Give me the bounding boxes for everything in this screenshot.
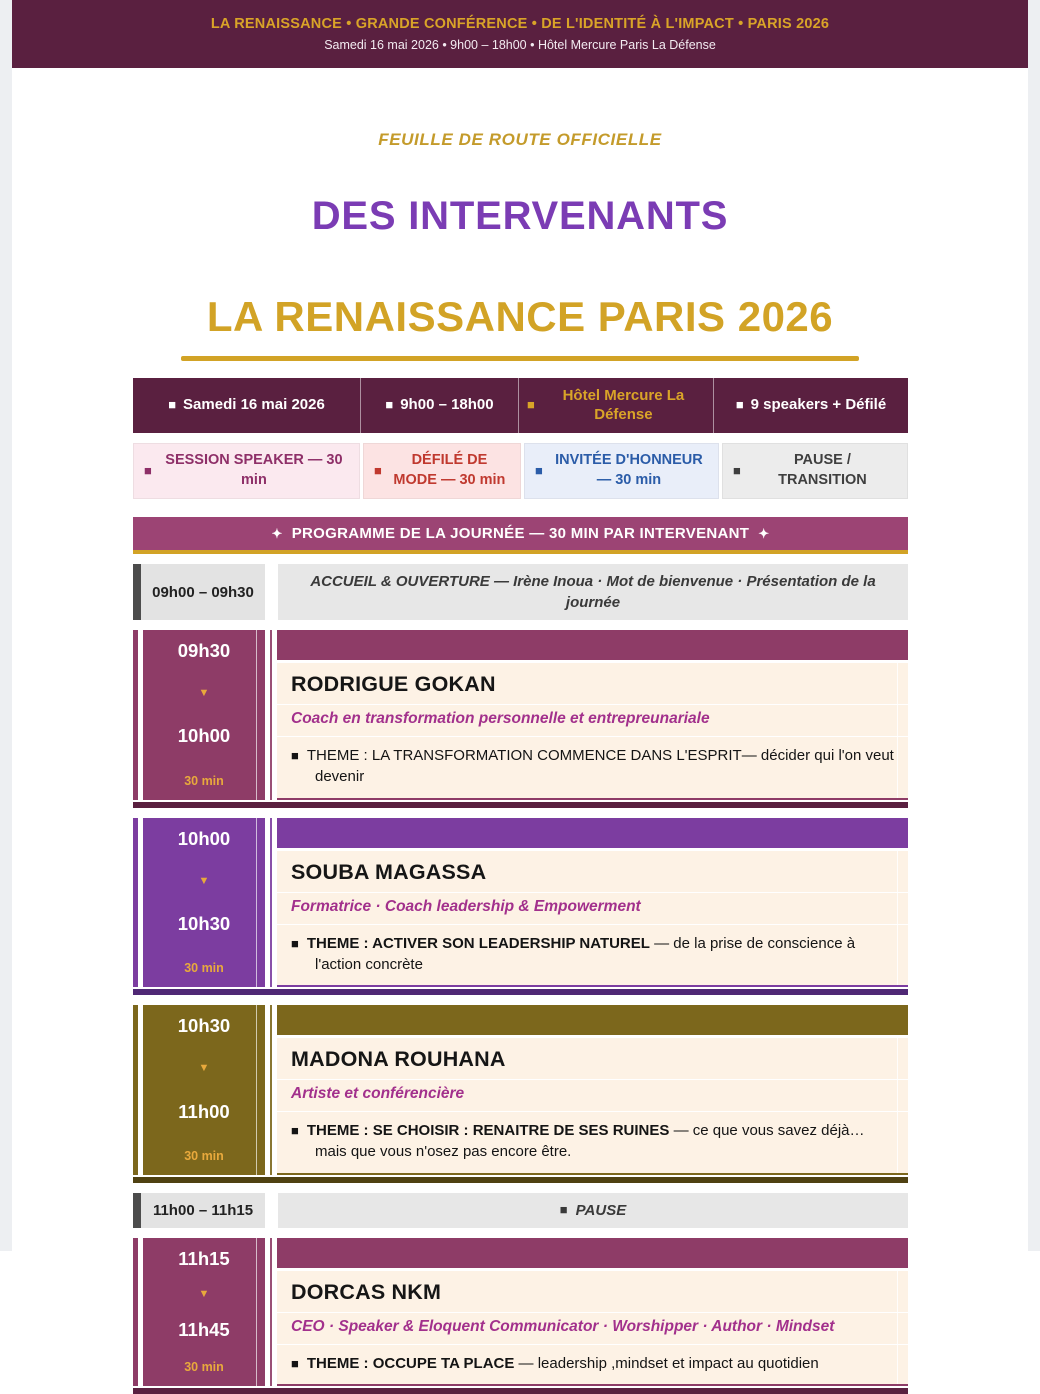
schedule-row-accueil (133, 564, 908, 620)
square-marker-icon: ■ (374, 463, 382, 479)
page-edge-right (1028, 0, 1040, 1251)
header-title: LA RENAISSANCE • GRANDE CONFÉRENCE • DE L'IDENTITÉ À L'IMPACT • PARIS 2026 (210, 16, 830, 32)
square-marker-icon: ■ (291, 748, 299, 763)
session-details (277, 630, 908, 800)
theme-title: THEME : OCCUPE TA PLACE (306, 1354, 515, 1372)
card-top-bar (277, 630, 908, 660)
session-time-block (143, 818, 265, 988)
speaker-theme (277, 924, 908, 986)
arrow-down-icon: ▼ (198, 1287, 210, 1300)
arrow-down-icon: ▼ (198, 687, 210, 700)
session-start-time: 10h30 (177, 1015, 231, 1037)
legend-label: SESSION SPEAKER — 30 min (165, 452, 343, 488)
pause-description (278, 1193, 908, 1228)
arrow-down-icon: ▼ (198, 874, 210, 887)
legend-session-speaker (133, 443, 360, 499)
speaker-role: Artiste et conférencière (277, 1079, 908, 1111)
legend-label: DÉFILÉ DE MODE — 30 min (393, 452, 506, 488)
page-title: DES INTERVENANTS (311, 194, 729, 238)
speaker-role: Coach en transformation personnelle et entrepreunariale (277, 704, 908, 736)
speaker-name: RODRIGUE GOKAN (277, 662, 908, 704)
arrow-down-icon: ▼ (198, 1062, 210, 1075)
legend-pause-transition (722, 443, 908, 499)
session-start-time: 09h30 (177, 640, 231, 661)
info-venue (518, 378, 713, 433)
speaker-theme (277, 736, 908, 798)
session-time-block (143, 1238, 265, 1386)
session-end-time: 10h30 (177, 912, 231, 934)
speaker-theme (277, 1344, 908, 1384)
legend-label: PAUSE / TRANSITION (778, 452, 867, 488)
theme-detail: — leadership ,mindset et impact au quotidien (514, 1354, 819, 1372)
speaker-name: SOUBA MAGASSA (277, 850, 908, 892)
speaker-card-dorcas-nkm (133, 1238, 908, 1394)
legend-defile-mode (363, 443, 521, 499)
info-speakers-label: 9 speakers + Défilé (750, 396, 887, 414)
row-side-bar (133, 564, 141, 620)
square-marker-icon: ■ (559, 1202, 568, 1218)
speaker-card-souba-magassa (133, 818, 908, 996)
session-duration: 30 min (184, 1148, 224, 1163)
document-kicker: FEUILLE DE ROUTE OFFICIELLE (378, 130, 662, 149)
speaker-card-rodrigue-gokan (133, 630, 908, 808)
card-top-bar (277, 1238, 908, 1268)
card-bottom-bar (133, 802, 908, 808)
row-side-bar (133, 1193, 141, 1228)
session-start-time: 11h15 (178, 1247, 230, 1269)
speaker-name: DORCAS NKM (277, 1270, 908, 1312)
square-marker-icon: ■ (527, 397, 535, 413)
session-start-time: 10h00 (177, 827, 231, 849)
page-edge-left (0, 0, 12, 1251)
session-time-block (143, 1005, 265, 1175)
accueil-text: ACCUEIL & OUVERTURE — Irène Inoua · Mot de bienvenue · Présentation de la journée (310, 573, 876, 611)
theme-detail: décider qui l'on veut devenir (315, 747, 894, 786)
schedule-row-pause (133, 1193, 908, 1228)
session-end-time: 11h45 (178, 1318, 230, 1340)
speaker-card-madona-rouhana (133, 1005, 908, 1183)
program-banner-label: PROGRAMME DE LA JOURNÉE — 30 MIN PAR INTERVENANT (291, 525, 750, 542)
card-bottom-bar (133, 1388, 908, 1394)
session-details (277, 818, 908, 988)
theme-detail: — ce que vous savez déjà…mais que vous n'osez pas encore être. (315, 1122, 865, 1161)
card-bottom-bar (133, 989, 908, 995)
theme-detail: — de la prise de conscience à l'action concrète (315, 934, 856, 973)
square-marker-icon: ■ (291, 1123, 299, 1139)
session-details (277, 1005, 908, 1175)
legend-invitee-honneur (524, 443, 719, 499)
speaker-name: MADONA ROUHANA (277, 1037, 908, 1079)
subtitle-underline (181, 356, 859, 361)
accueil-time: 09h00 – 09h30 (141, 564, 265, 620)
event-info-bar (133, 378, 908, 433)
square-marker-icon: ■ (733, 463, 741, 479)
theme-title: THEME : ACTIVER SON LEADERSHIP NATUREL (306, 934, 650, 952)
header-subtitle: Samedi 16 mai 2026 • 9h00 – 18h00 • Hôtel Mercure Paris La Défense (324, 38, 716, 52)
card-bottom-bar (133, 1177, 908, 1183)
program-banner (133, 517, 908, 554)
theme-title: THEME : SE CHOISIR : RENAITRE DE SES RUINES (306, 1122, 670, 1140)
conference-header (12, 0, 1028, 68)
pause-time: 11h00 – 11h15 (141, 1193, 265, 1228)
session-details (277, 1238, 908, 1386)
page-subtitle: LA RENAISSANCE PARIS 2026 (206, 293, 834, 340)
square-marker-icon: ■ (735, 397, 744, 413)
info-hours (360, 378, 518, 433)
info-venue-label: Hôtel Mercure La Défense (562, 386, 685, 423)
info-speakers (713, 378, 908, 433)
square-marker-icon: ■ (535, 463, 543, 479)
square-marker-icon: ■ (385, 397, 394, 413)
card-top-bar (277, 818, 908, 848)
session-time-block (143, 630, 265, 800)
legend-label: INVITÉE D'HONNEUR — 30 min (555, 452, 703, 488)
session-duration: 30 min (184, 1360, 224, 1375)
pause-text: PAUSE (575, 1201, 627, 1219)
square-marker-icon: ■ (144, 463, 152, 479)
session-end-time: 10h00 (177, 725, 231, 747)
info-hours-label: 9h00 – 18h00 (400, 396, 494, 414)
square-marker-icon: ■ (168, 397, 177, 413)
session-duration: 30 min (184, 773, 224, 788)
info-date-label: Samedi 16 mai 2026 (183, 396, 325, 414)
star-icon: ✦ (758, 525, 770, 541)
speaker-role: Formatrice · Coach leadership & Empowerment (277, 892, 908, 924)
speaker-theme (277, 1111, 908, 1173)
session-duration: 30 min (184, 961, 224, 976)
speaker-role: CEO · Speaker & Eloquent Communicator · Worshipper · Author · Mindset (277, 1312, 908, 1344)
theme-title: THEME : LA TRANSFORMATION COMMENCE DANS L'ESPRIT— (306, 747, 757, 764)
accueil-description (278, 564, 908, 620)
info-date (133, 378, 360, 433)
session-end-time: 11h00 (178, 1100, 230, 1122)
square-marker-icon: ■ (291, 935, 299, 951)
card-top-bar (277, 1005, 908, 1035)
legend-bar (133, 443, 908, 499)
program-content (133, 378, 908, 1394)
square-marker-icon: ■ (291, 1355, 299, 1371)
star-icon: ✦ (271, 525, 283, 541)
